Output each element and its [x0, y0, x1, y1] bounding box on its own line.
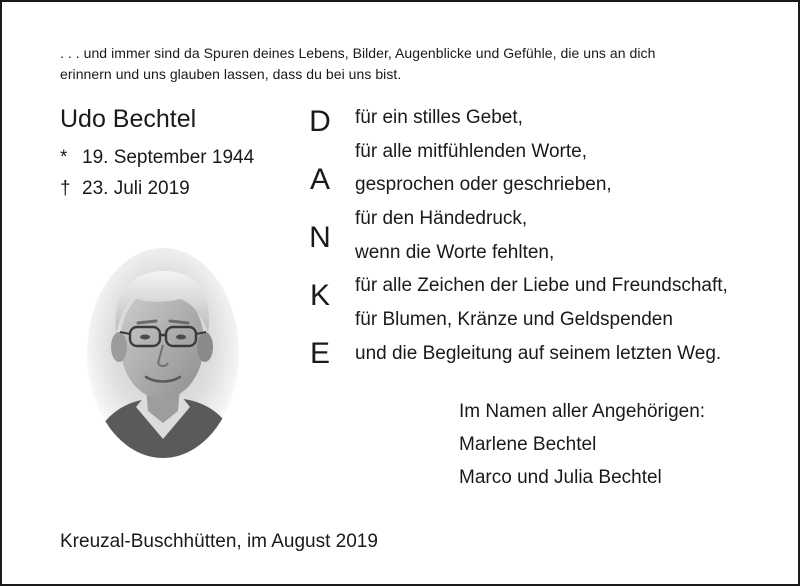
deceased-name: Udo Bechtel [60, 105, 197, 133]
birth-symbol: * [60, 147, 68, 168]
birth-row [60, 142, 254, 173]
danke-letter: E [309, 337, 330, 370]
thanks-line: und die Begleitung auf seinem letzten Weg. [355, 342, 722, 364]
signature-name: Marco und Julia Bechtel [459, 467, 662, 488]
death-date: 23. Juli 2019 [82, 178, 190, 199]
danke-letter: D [309, 105, 331, 138]
thanks-line: für den Händedruck, [355, 208, 528, 230]
life-dates [60, 142, 254, 204]
danke-letter: K [309, 279, 330, 312]
thanks-line: für alle mitfühlenden Worte, [355, 140, 587, 162]
thanks-line: für ein stilles Gebet, [355, 107, 523, 128]
thanks-line: für alle Zeichen der Liebe und Freundschaft, [355, 275, 728, 297]
danke-letter: N [309, 221, 331, 254]
signature-block [459, 397, 705, 496]
danke-letter: A [309, 163, 330, 196]
place-date: Kreuzal-Buschhütten, im August 2019 [60, 531, 378, 552]
thanks-line: wenn die Worte fehlten, [355, 241, 555, 263]
portrait-photo-icon [86, 247, 240, 459]
signature-intro: Im Namen aller Angehörigen: [459, 401, 706, 422]
danke-letters [305, 104, 335, 394]
intro-quote-line-2: erinnern und uns glauben lassen, dass du bei uns bist. [60, 66, 402, 82]
death-symbol: † [60, 178, 71, 199]
death-row [60, 173, 254, 204]
intro-quote [60, 43, 760, 85]
signature-name: Marlene Bechtel [459, 434, 597, 455]
thanks-line: für Blumen, Kränze und Geldspenden [355, 309, 673, 331]
intro-quote-line-1: . . . und immer sind da Spuren deines Lebens, Bilder, Augenblicke und Gefühle, die uns an dich [60, 45, 656, 61]
thanks-line: gesprochen oder geschrieben, [355, 174, 612, 196]
thanks-list [355, 104, 728, 374]
birth-date: 19. September 1944 [82, 147, 255, 168]
